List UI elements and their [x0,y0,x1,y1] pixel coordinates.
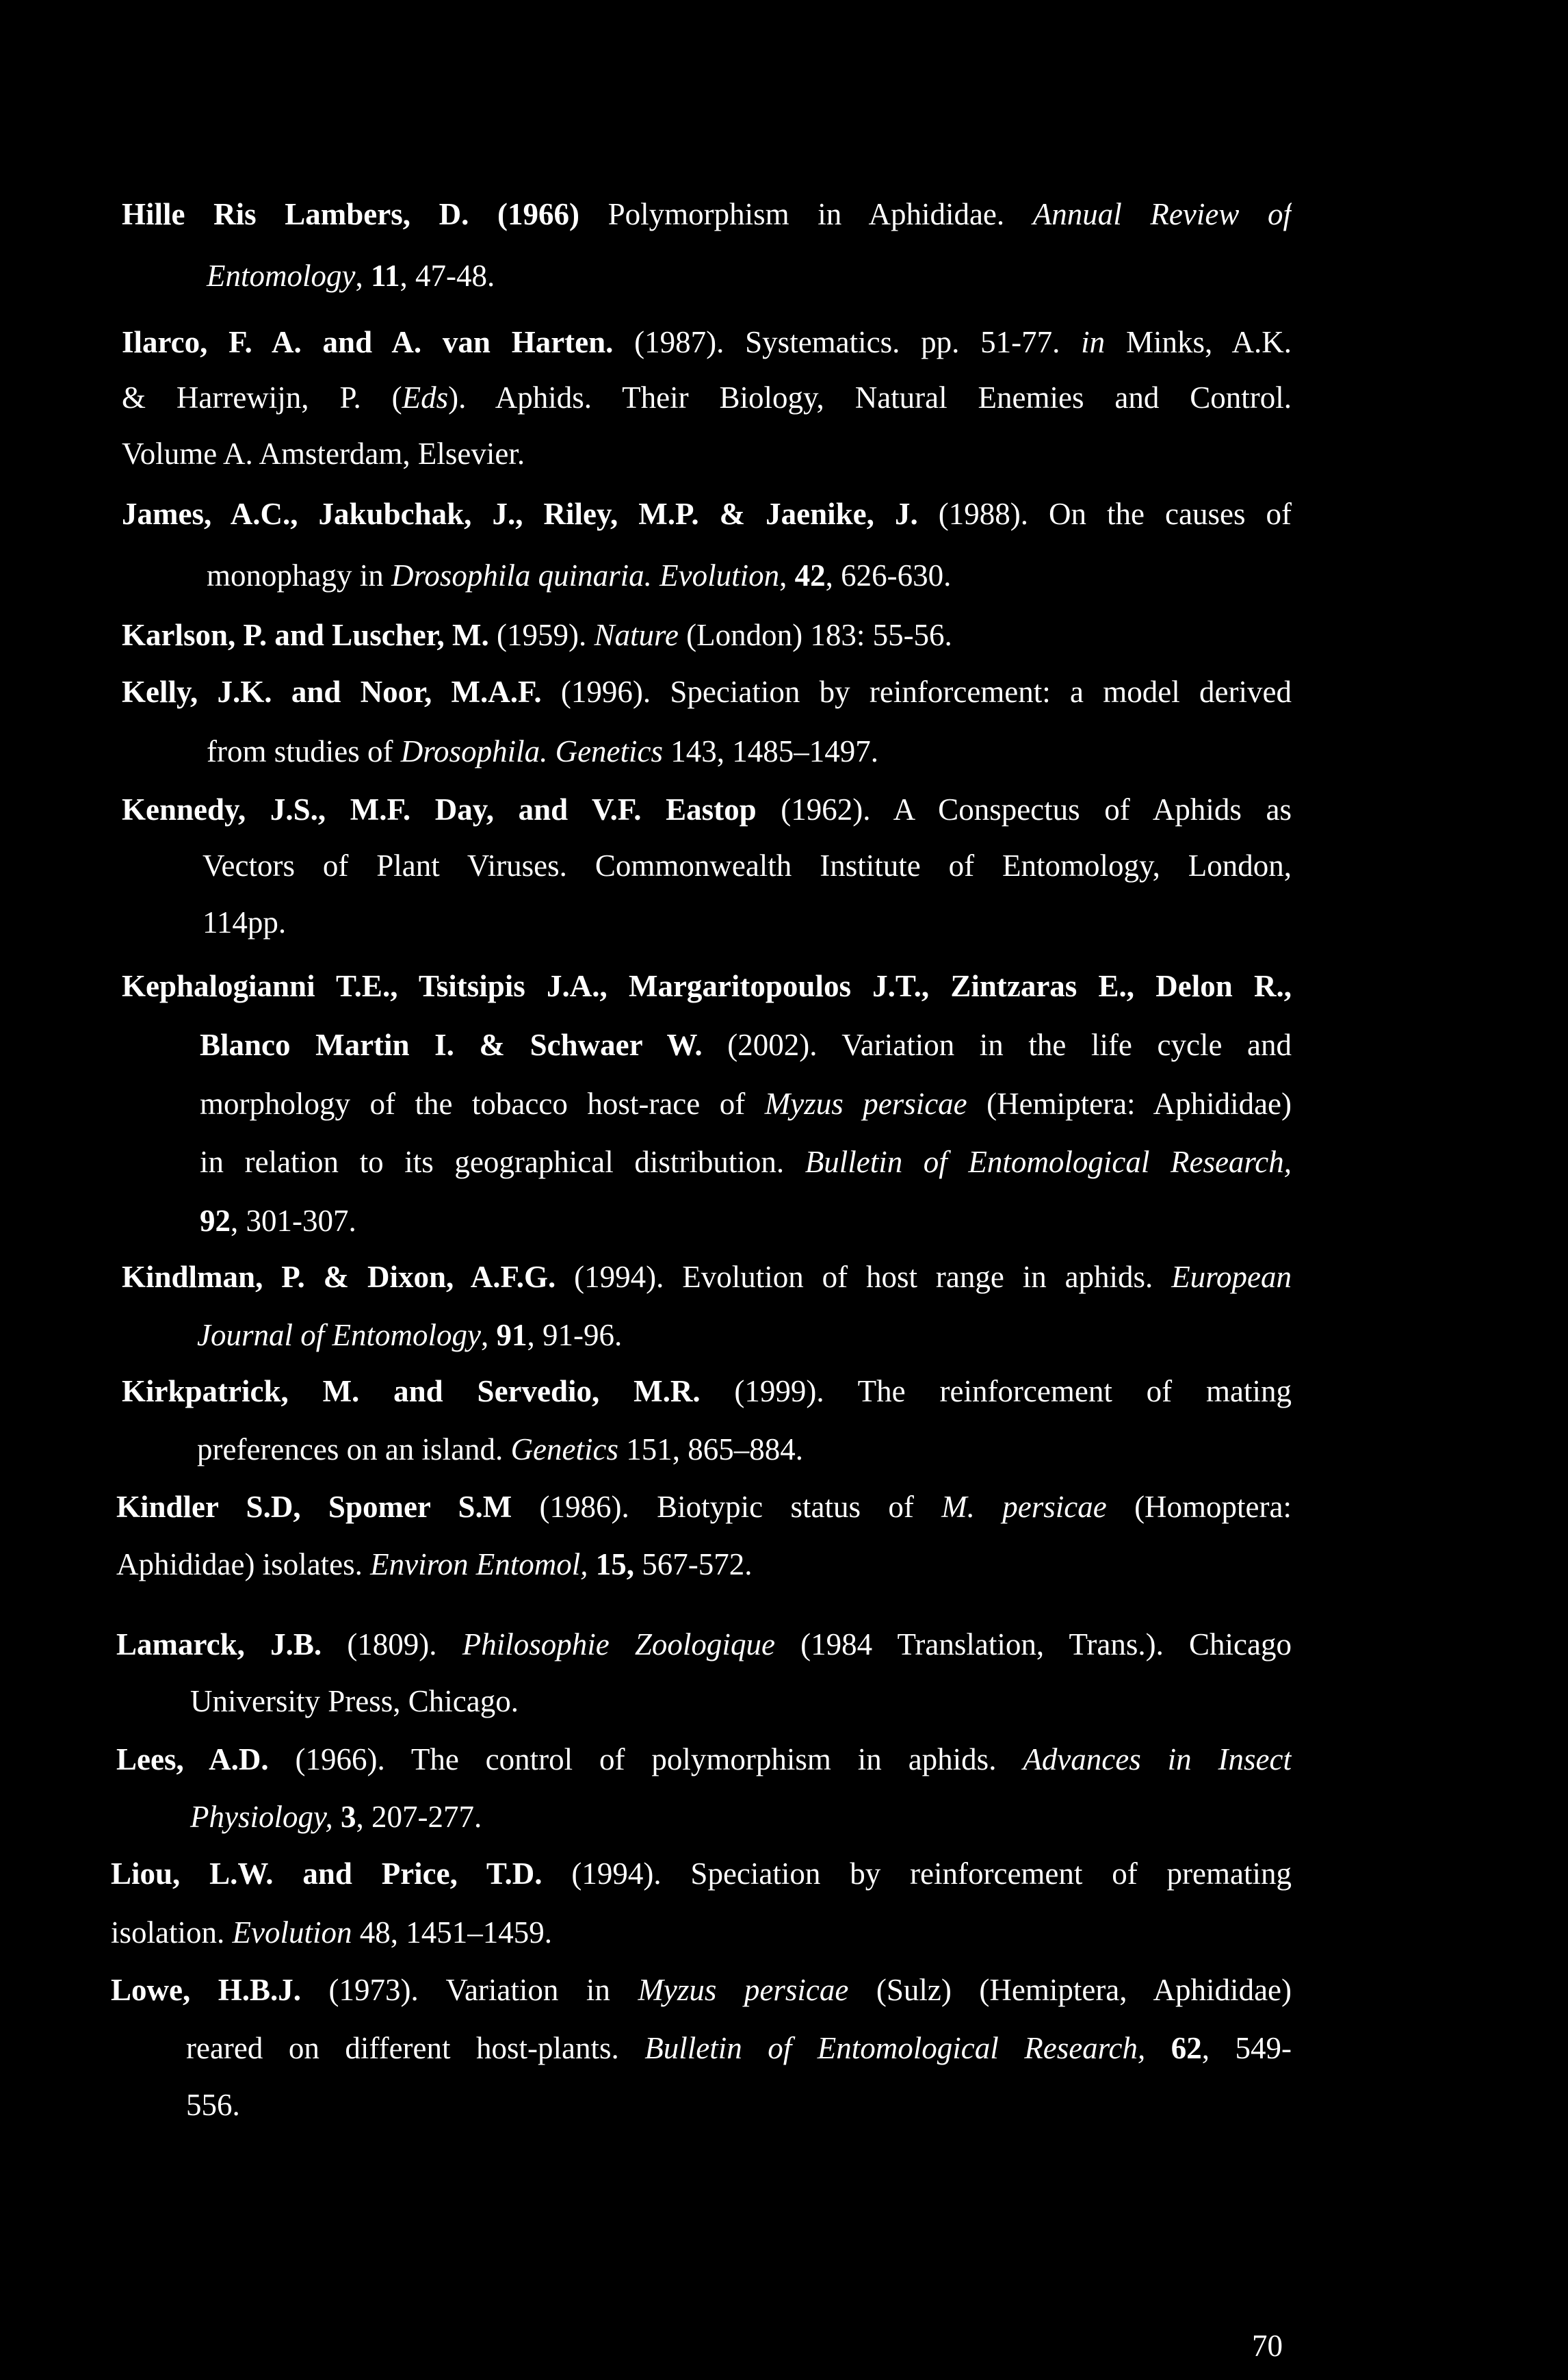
reference-line [122,967,1292,1005]
reference-line [122,435,525,473]
italic-text: Eds [402,380,449,415]
reference-text: (Homoptera: [1106,1490,1292,1524]
reference-text: (1962). A Conspectus of Aphids as [756,792,1292,827]
italic-text: Myzus persicae [764,1087,967,1121]
reference-text: 114pp. [202,905,287,940]
reference-line [200,1202,356,1240]
reference-line [122,1372,1292,1410]
reference-line [111,1971,1292,2009]
reference-text: Vectors of Plant Viruses. Commonwealth Institute of Entomology, London, [202,849,1292,883]
reference-text: (1809). [322,1627,462,1661]
reference-text: monophagy in [207,558,391,593]
reference-line [207,257,495,295]
reference-text: ). Aphids. Their Biology, Natural Enemies and Control. [448,380,1292,415]
reference-text: (1959). [488,618,594,652]
reference-line [190,1798,482,1836]
volume-number: 42 [794,558,826,593]
volume-number: 92 [200,1204,231,1238]
italic-text: in [1081,325,1106,359]
reference-text: 556. [186,2088,240,2122]
reference-text: (1966). The control of polymorphism in aphids. [268,1742,1023,1776]
reference-text: & Harrewijn, P. ( [122,380,402,415]
reference-text [588,1547,595,1581]
reference-text: isolation. [111,1915,233,1950]
reference-text: , [779,558,795,593]
reference-text: (London) 183: 55-56. [678,618,952,652]
reference-line [200,1026,1292,1064]
italic-text: Entomology [207,259,356,293]
reference-line [122,195,1292,233]
italic-text: Drosophila quinaria. Evolution [391,558,780,593]
reference-text: Volume A. Amsterdam, Elsevier. [122,437,525,471]
author-names: Liou, L.W. and Price, T.D. [111,1857,543,1891]
reference-line [186,2029,1292,2067]
italic-text: Physiology, [190,1800,333,1834]
author-names: Kirkpatrick, M. and Servedio, M.R. [122,1374,701,1408]
page-number: 70 [1252,2329,1283,2363]
reference-text: (1999). The reinforcement of mating [700,1374,1292,1408]
italic-text: Bulletin of Entomological Research, [805,1145,1292,1179]
reference-line [122,323,1292,361]
reference-text: (Hemiptera: Aphididae) [967,1087,1292,1121]
italic-text: Advances in Insect [1023,1742,1292,1776]
reference-text: from studies of [207,734,401,768]
author-names: Kelly, J.K. and Noor, M.A.F. [122,675,542,709]
reference-text: Aphididae) isolates. [116,1547,371,1581]
reference-text: , [355,259,371,293]
author-names: Blanco Martin I. & Schwaer W. [200,1028,703,1062]
italic-text: Nature [594,618,679,652]
reference-text: preferences on an island. [197,1432,511,1466]
reference-text: 143, 1485–1497. [663,734,879,768]
volume-number: 11 [370,259,400,293]
reference-text: 48, 1451–1459. [352,1915,552,1950]
reference-line [200,1143,1292,1181]
reference-line [207,556,951,595]
reference-text: (2002). Variation in the life cycle and [702,1028,1292,1062]
reference-text: (1988). On the causes of [917,497,1292,531]
author-names: Karlson, P. and Luscher, M. [122,618,489,652]
author-names: Ilarco, F. A. and A. van Harten. [122,325,614,359]
reference-line [122,378,1292,417]
reference-line [207,732,878,771]
reference-line [122,495,1292,533]
reference-text: (1994). Speciation by reinforcement of premating [542,1857,1292,1891]
reference-text: , 549- [1201,2031,1292,2065]
reference-text: reared on different host-plants. [186,2031,645,2065]
reference-line [122,1258,1292,1296]
reference-line [116,1488,1292,1526]
reference-line [116,1625,1292,1664]
reference-line [122,616,952,654]
author-names: Hille Ris Lambers, D. (1966) [122,197,579,231]
italic-text: Philosophie Zoologique [462,1627,775,1661]
author-names: James, A.C., Jakubchak, J., Riley, M.P. & Jaenike, J. [122,497,918,531]
volume-number: 62 [1171,2031,1202,2065]
author-names: Kennedy, J.S., M.F. Day, and V.F. Eastop [122,792,757,827]
author-names: Lowe, H.B.J. [111,1973,302,2007]
volume-number: 15, [595,1547,634,1581]
reference-text: (1973). Variation in [301,1973,638,2007]
reference-text: (1996). Speciation by reinforcement: a model derived [541,675,1292,709]
reference-line [122,673,1292,711]
reference-line [190,1682,519,1720]
reference-line [202,846,1292,885]
author-names: Kindlman, P. & Dixon, A.F.G. [122,1260,556,1294]
reference-text [333,1800,341,1834]
reference-text: (1994). Evolution of host range in aphids. [556,1260,1172,1294]
reference-text: (1987). Systematics. pp. 51-77. [613,325,1082,359]
reference-text: 151, 865–884. [618,1432,803,1466]
italic-text: Evolution [232,1915,352,1950]
italic-text: Journal of Entomology [197,1318,481,1352]
reference-line [122,790,1292,829]
reference-line [116,1740,1292,1778]
reference-text: , 301-307. [231,1204,356,1238]
reference-text: , 207-277. [356,1800,482,1834]
reference-text: Minks, A.K. [1105,325,1292,359]
reference-text: 567-572. [633,1547,753,1581]
author-names: Kephalogianni T.E., Tsitsipis J.A., Margaritopoulos J.T., Zintzaras E., Delon R., [122,969,1292,1003]
italic-text: Bulletin of Entomological Research, [644,2031,1146,2065]
reference-line [186,2086,240,2124]
volume-number: 3 [340,1800,356,1834]
italic-text: M. persicae [941,1490,1107,1524]
reference-text: (Sulz) (Hemiptera, Aphididae) [848,1973,1292,2007]
italic-text: Drosophila. Genetics [400,734,664,768]
reference-text: University Press, Chicago. [190,1684,519,1718]
author-names: Kindler S.D, Spomer S.M [116,1490,512,1524]
italic-text: Genetics [510,1432,618,1466]
italic-text: European [1171,1260,1292,1294]
reference-text: (1984 Translation, Trans.). Chicago [774,1627,1292,1661]
author-names: Lees, A.D. [116,1742,269,1776]
reference-line [202,903,286,942]
reference-line [197,1430,803,1469]
reference-text: , 91-96. [527,1318,623,1352]
reference-text: morphology of the tobacco host-race of [200,1087,765,1121]
reference-line [116,1545,752,1583]
italic-text: Environ Entomol, [370,1547,588,1581]
reference-line [111,1913,552,1952]
reference-text [1145,2031,1171,2065]
reference-line [197,1316,622,1354]
reference-text: , 47-48. [400,259,495,293]
reference-line [111,1854,1292,1893]
reference-line [200,1085,1292,1123]
reference-text: in relation to its geographical distribution. [200,1145,805,1179]
author-names: Lamarck, J.B. [116,1627,322,1661]
reference-text: Polymorphism in Aphididae. [579,197,1033,231]
reference-text: , 626-630. [825,558,952,593]
reference-text: , [480,1318,497,1352]
reference-text: (1986). Biotypic status of [512,1490,942,1524]
italic-text: Annual Review of [1032,197,1292,231]
italic-text: Myzus persicae [638,1973,849,2007]
volume-number: 91 [496,1318,527,1352]
